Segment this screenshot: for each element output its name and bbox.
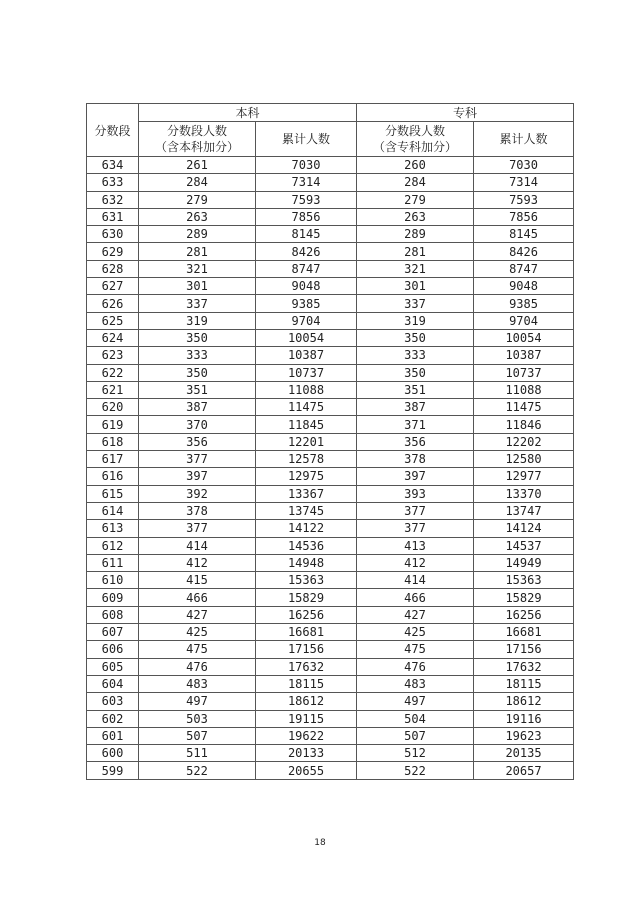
score-cell: 615 bbox=[87, 485, 139, 502]
undergraduate-segment-count: 333 bbox=[139, 347, 256, 364]
vocational-cumulative-count: 14124 bbox=[474, 520, 574, 537]
vocational-segment-count: 356 bbox=[357, 433, 474, 450]
table-row bbox=[87, 157, 574, 174]
undergraduate-cumulative-count: 8145 bbox=[256, 226, 357, 243]
vocational-segment-count: 377 bbox=[357, 520, 474, 537]
table-row bbox=[87, 191, 574, 208]
undergraduate-cumulative-count: 17632 bbox=[256, 658, 357, 675]
vocational-cumulative-count: 17156 bbox=[474, 641, 574, 658]
undergraduate-cumulative-count: 11845 bbox=[256, 416, 357, 433]
vocational-segment-label: 分数段人数 bbox=[385, 124, 446, 138]
vocational-segment-count: 393 bbox=[357, 485, 474, 502]
score-cell: 626 bbox=[87, 295, 139, 312]
undergraduate-segment-count: 507 bbox=[139, 727, 256, 744]
undergraduate-segment-count: 483 bbox=[139, 675, 256, 692]
undergraduate-segment-count: 289 bbox=[139, 226, 256, 243]
table-row bbox=[87, 641, 574, 658]
vocational-segment-count: 319 bbox=[357, 312, 474, 329]
vocational-segment-count: 263 bbox=[357, 208, 474, 225]
undergraduate-segment-count: 321 bbox=[139, 260, 256, 277]
vocational-segment-count: 289 bbox=[357, 226, 474, 243]
score-cell: 625 bbox=[87, 312, 139, 329]
vocational-segment-count: 351 bbox=[357, 381, 474, 398]
vocational-cumulative-count: 8145 bbox=[474, 226, 574, 243]
score-cell: 607 bbox=[87, 624, 139, 641]
vocational-segment-count: 284 bbox=[357, 174, 474, 191]
vocational-segment-count: 507 bbox=[357, 727, 474, 744]
undergraduate-cumulative-count: 7856 bbox=[256, 208, 357, 225]
table-row bbox=[87, 451, 574, 468]
vocational-cumulative-count: 7314 bbox=[474, 174, 574, 191]
vocational-cumulative-count: 12580 bbox=[474, 451, 574, 468]
score-cell: 630 bbox=[87, 226, 139, 243]
vocational-segment-count: 377 bbox=[357, 502, 474, 519]
score-cell: 631 bbox=[87, 208, 139, 225]
score-distribution-table bbox=[86, 103, 574, 780]
undergraduate-segment-count: 378 bbox=[139, 502, 256, 519]
score-cell: 623 bbox=[87, 347, 139, 364]
vocational-cumulative-count: 18115 bbox=[474, 675, 574, 692]
undergraduate-cumulative-count: 16256 bbox=[256, 606, 357, 623]
vocational-segment-note: （含专科加分） bbox=[373, 140, 458, 154]
undergraduate-cumulative-count: 16681 bbox=[256, 624, 357, 641]
vocational-group-header: 专科 bbox=[357, 104, 574, 122]
vocational-segment-count: 497 bbox=[357, 693, 474, 710]
vocational-cumulative-count: 7030 bbox=[474, 157, 574, 174]
table-row bbox=[87, 485, 574, 502]
vocational-cumulative-count: 13747 bbox=[474, 502, 574, 519]
undergraduate-cumulative-count: 13367 bbox=[256, 485, 357, 502]
vocational-segment-count: 504 bbox=[357, 710, 474, 727]
undergraduate-segment-count: 476 bbox=[139, 658, 256, 675]
vocational-segment-count: 413 bbox=[357, 537, 474, 554]
undergraduate-segment-count: 412 bbox=[139, 554, 256, 571]
undergraduate-segment-count: 350 bbox=[139, 364, 256, 381]
score-cell: 603 bbox=[87, 693, 139, 710]
undergraduate-segment-count: 427 bbox=[139, 606, 256, 623]
vocational-segment-count: 301 bbox=[357, 278, 474, 295]
vocational-cumulative-count: 17632 bbox=[474, 658, 574, 675]
vocational-cumulative-count: 7856 bbox=[474, 208, 574, 225]
undergraduate-segment-count: 475 bbox=[139, 641, 256, 658]
vocational-cumulative-count: 9048 bbox=[474, 278, 574, 295]
vocational-cumulative-count: 10387 bbox=[474, 347, 574, 364]
table-row bbox=[87, 658, 574, 675]
table-row bbox=[87, 710, 574, 727]
vocational-cumulative-count: 16681 bbox=[474, 624, 574, 641]
undergraduate-cumulative-count: 7314 bbox=[256, 174, 357, 191]
score-cell: 602 bbox=[87, 710, 139, 727]
vocational-segment-count: 350 bbox=[357, 329, 474, 346]
table-row bbox=[87, 745, 574, 762]
undergraduate-cumulative-count: 9385 bbox=[256, 295, 357, 312]
undergraduate-segment-count: 319 bbox=[139, 312, 256, 329]
table-row bbox=[87, 381, 574, 398]
score-cell: 622 bbox=[87, 364, 139, 381]
table-row bbox=[87, 468, 574, 485]
score-cell: 609 bbox=[87, 589, 139, 606]
table-row bbox=[87, 243, 574, 260]
table-row bbox=[87, 226, 574, 243]
undergraduate-segment-count: 425 bbox=[139, 624, 256, 641]
table-row bbox=[87, 589, 574, 606]
undergraduate-cumulative-count: 7593 bbox=[256, 191, 357, 208]
undergraduate-segment-note: （含本科加分） bbox=[154, 140, 239, 154]
undergraduate-cumulative-count: 20655 bbox=[256, 762, 357, 779]
undergraduate-cumulative-count: 12975 bbox=[256, 468, 357, 485]
vocational-segment-count: 397 bbox=[357, 468, 474, 485]
score-cell: 608 bbox=[87, 606, 139, 623]
undergraduate-segment-count: 392 bbox=[139, 485, 256, 502]
score-cell: 621 bbox=[87, 381, 139, 398]
score-cell: 617 bbox=[87, 451, 139, 468]
undergraduate-segment-count: 466 bbox=[139, 589, 256, 606]
vocational-segment-count: 281 bbox=[357, 243, 474, 260]
table-row bbox=[87, 278, 574, 295]
undergraduate-segment-count: 414 bbox=[139, 537, 256, 554]
vocational-cumulative-count: 9704 bbox=[474, 312, 574, 329]
vocational-cumulative-count: 10054 bbox=[474, 329, 574, 346]
score-cell: 599 bbox=[87, 762, 139, 779]
undergraduate-segment-count: 281 bbox=[139, 243, 256, 260]
vocational-segment-count: 414 bbox=[357, 572, 474, 589]
vocational-segment-count: 483 bbox=[357, 675, 474, 692]
score-cell: 612 bbox=[87, 537, 139, 554]
score-cell: 605 bbox=[87, 658, 139, 675]
table-header bbox=[87, 104, 574, 157]
table-row bbox=[87, 762, 574, 779]
undergraduate-cumulative-header: 累计人数 bbox=[256, 122, 357, 157]
vocational-cumulative-count: 9385 bbox=[474, 295, 574, 312]
undergraduate-group-header: 本科 bbox=[139, 104, 357, 122]
vocational-cumulative-count: 20135 bbox=[474, 745, 574, 762]
table-row bbox=[87, 312, 574, 329]
undergraduate-segment-count: 370 bbox=[139, 416, 256, 433]
vocational-cumulative-count: 11475 bbox=[474, 399, 574, 416]
undergraduate-segment-count: 337 bbox=[139, 295, 256, 312]
undergraduate-segment-count: 387 bbox=[139, 399, 256, 416]
vocational-cumulative-count: 14537 bbox=[474, 537, 574, 554]
undergraduate-cumulative-count: 18115 bbox=[256, 675, 357, 692]
undergraduate-cumulative-count: 12578 bbox=[256, 451, 357, 468]
undergraduate-segment-count: 497 bbox=[139, 693, 256, 710]
undergraduate-cumulative-count: 12201 bbox=[256, 433, 357, 450]
undergraduate-segment-count: 351 bbox=[139, 381, 256, 398]
vocational-segment-count: 466 bbox=[357, 589, 474, 606]
vocational-segment-count: 387 bbox=[357, 399, 474, 416]
undergraduate-cumulative-count: 14122 bbox=[256, 520, 357, 537]
score-cell: 619 bbox=[87, 416, 139, 433]
undergraduate-cumulative-count: 13745 bbox=[256, 502, 357, 519]
score-cell: 624 bbox=[87, 329, 139, 346]
undergraduate-cumulative-count: 7030 bbox=[256, 157, 357, 174]
table-row bbox=[87, 693, 574, 710]
undergraduate-cumulative-count: 15363 bbox=[256, 572, 357, 589]
vocational-cumulative-count: 15829 bbox=[474, 589, 574, 606]
vocational-segment-count: 333 bbox=[357, 347, 474, 364]
table-row bbox=[87, 572, 574, 589]
vocational-cumulative-count: 19623 bbox=[474, 727, 574, 744]
table-row bbox=[87, 329, 574, 346]
vocational-cumulative-count: 15363 bbox=[474, 572, 574, 589]
table-row bbox=[87, 208, 574, 225]
undergraduate-segment-count: 263 bbox=[139, 208, 256, 225]
vocational-cumulative-count: 13370 bbox=[474, 485, 574, 502]
score-cell: 620 bbox=[87, 399, 139, 416]
vocational-segment-count: 512 bbox=[357, 745, 474, 762]
undergraduate-cumulative-count: 14536 bbox=[256, 537, 357, 554]
vocational-cumulative-count: 18612 bbox=[474, 693, 574, 710]
score-cell: 600 bbox=[87, 745, 139, 762]
undergraduate-segment-count: 284 bbox=[139, 174, 256, 191]
table-row bbox=[87, 399, 574, 416]
vocational-cumulative-count: 7593 bbox=[474, 191, 574, 208]
undergraduate-segment-count: 350 bbox=[139, 329, 256, 346]
vocational-segment-count: 476 bbox=[357, 658, 474, 675]
undergraduate-cumulative-count: 10054 bbox=[256, 329, 357, 346]
table-row bbox=[87, 174, 574, 191]
undergraduate-segment-count: 377 bbox=[139, 451, 256, 468]
vocational-cumulative-count: 10737 bbox=[474, 364, 574, 381]
table-row bbox=[87, 675, 574, 692]
score-cell: 613 bbox=[87, 520, 139, 537]
vocational-segment-count: 427 bbox=[357, 606, 474, 623]
vocational-segment-count: 378 bbox=[357, 451, 474, 468]
table-row bbox=[87, 260, 574, 277]
table-row bbox=[87, 520, 574, 537]
table-row bbox=[87, 606, 574, 623]
undergraduate-cumulative-count: 9704 bbox=[256, 312, 357, 329]
undergraduate-cumulative-count: 8426 bbox=[256, 243, 357, 260]
score-cell: 614 bbox=[87, 502, 139, 519]
vocational-segment-count: 371 bbox=[357, 416, 474, 433]
table-row bbox=[87, 624, 574, 641]
score-cell: 633 bbox=[87, 174, 139, 191]
score-cell: 629 bbox=[87, 243, 139, 260]
vocational-cumulative-count: 8747 bbox=[474, 260, 574, 277]
vocational-segment-header bbox=[357, 122, 474, 157]
score-cell: 632 bbox=[87, 191, 139, 208]
vocational-cumulative-count: 12202 bbox=[474, 433, 574, 450]
vocational-cumulative-count: 16256 bbox=[474, 606, 574, 623]
table-row bbox=[87, 347, 574, 364]
undergraduate-segment-count: 377 bbox=[139, 520, 256, 537]
undergraduate-cumulative-count: 10737 bbox=[256, 364, 357, 381]
undergraduate-segment-count: 511 bbox=[139, 745, 256, 762]
score-cell: 634 bbox=[87, 157, 139, 174]
score-cell: 610 bbox=[87, 572, 139, 589]
undergraduate-cumulative-count: 10387 bbox=[256, 347, 357, 364]
score-cell: 611 bbox=[87, 554, 139, 571]
vocational-cumulative-header: 累计人数 bbox=[474, 122, 574, 157]
score-cell: 601 bbox=[87, 727, 139, 744]
vocational-cumulative-count: 14949 bbox=[474, 554, 574, 571]
undergraduate-cumulative-count: 14948 bbox=[256, 554, 357, 571]
undergraduate-cumulative-count: 11475 bbox=[256, 399, 357, 416]
vocational-cumulative-count: 11088 bbox=[474, 381, 574, 398]
score-cell: 606 bbox=[87, 641, 139, 658]
undergraduate-segment-count: 397 bbox=[139, 468, 256, 485]
score-cell: 628 bbox=[87, 260, 139, 277]
undergraduate-cumulative-count: 19115 bbox=[256, 710, 357, 727]
table-row bbox=[87, 727, 574, 744]
table-row bbox=[87, 554, 574, 571]
vocational-segment-count: 279 bbox=[357, 191, 474, 208]
undergraduate-segment-count: 503 bbox=[139, 710, 256, 727]
table-row bbox=[87, 502, 574, 519]
undergraduate-segment-count: 301 bbox=[139, 278, 256, 295]
vocational-cumulative-count: 12977 bbox=[474, 468, 574, 485]
undergraduate-cumulative-count: 11088 bbox=[256, 381, 357, 398]
vocational-cumulative-count: 20657 bbox=[474, 762, 574, 779]
score-column-header: 分数段 bbox=[87, 104, 139, 157]
vocational-segment-count: 260 bbox=[357, 157, 474, 174]
page-number: 18 bbox=[314, 838, 326, 848]
vocational-cumulative-count: 11846 bbox=[474, 416, 574, 433]
vocational-segment-count: 425 bbox=[357, 624, 474, 641]
undergraduate-segment-count: 522 bbox=[139, 762, 256, 779]
vocational-segment-count: 412 bbox=[357, 554, 474, 571]
undergraduate-cumulative-count: 18612 bbox=[256, 693, 357, 710]
undergraduate-segment-label: 分数段人数 bbox=[166, 124, 227, 138]
vocational-segment-count: 475 bbox=[357, 641, 474, 658]
undergraduate-segment-count: 261 bbox=[139, 157, 256, 174]
undergraduate-cumulative-count: 19622 bbox=[256, 727, 357, 744]
table-row bbox=[87, 295, 574, 312]
score-cell: 618 bbox=[87, 433, 139, 450]
vocational-segment-count: 321 bbox=[357, 260, 474, 277]
undergraduate-cumulative-count: 20133 bbox=[256, 745, 357, 762]
undergraduate-cumulative-count: 17156 bbox=[256, 641, 357, 658]
undergraduate-segment-count: 356 bbox=[139, 433, 256, 450]
undergraduate-cumulative-count: 9048 bbox=[256, 278, 357, 295]
score-cell: 604 bbox=[87, 675, 139, 692]
score-cell: 627 bbox=[87, 278, 139, 295]
vocational-cumulative-count: 19116 bbox=[474, 710, 574, 727]
table-row bbox=[87, 416, 574, 433]
undergraduate-cumulative-count: 8747 bbox=[256, 260, 357, 277]
vocational-segment-count: 350 bbox=[357, 364, 474, 381]
table-row bbox=[87, 433, 574, 450]
vocational-segment-count: 337 bbox=[357, 295, 474, 312]
vocational-segment-count: 522 bbox=[357, 762, 474, 779]
undergraduate-segment-header bbox=[139, 122, 256, 157]
score-cell: 616 bbox=[87, 468, 139, 485]
undergraduate-cumulative-count: 15829 bbox=[256, 589, 357, 606]
table-body bbox=[87, 157, 574, 780]
vocational-cumulative-count: 8426 bbox=[474, 243, 574, 260]
table-row bbox=[87, 537, 574, 554]
table-row bbox=[87, 364, 574, 381]
undergraduate-segment-count: 279 bbox=[139, 191, 256, 208]
undergraduate-segment-count: 415 bbox=[139, 572, 256, 589]
